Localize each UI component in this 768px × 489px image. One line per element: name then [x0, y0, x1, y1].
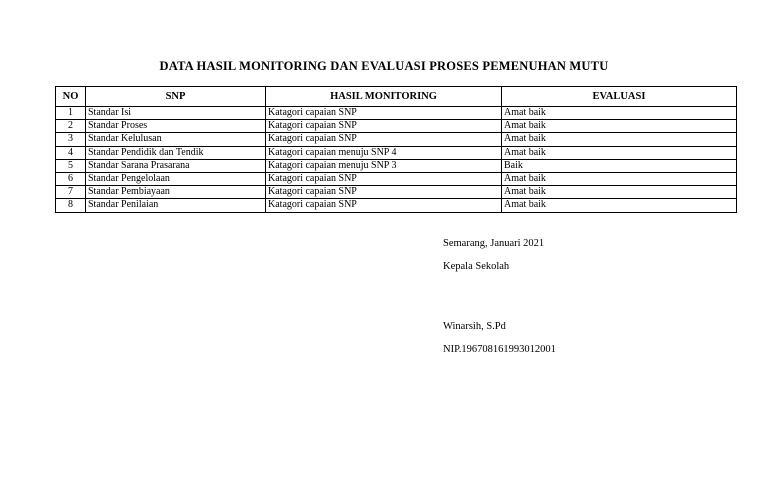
cell-hasil: Katagori capaian SNP — [266, 120, 502, 133]
monitoring-table — [55, 86, 737, 213]
cell-snp: Standar Sarana Prasarana — [86, 159, 266, 172]
signature-nip: NIP.196708161993012001 — [443, 344, 556, 355]
table-row — [56, 146, 737, 159]
cell-no: 3 — [56, 133, 86, 146]
cell-hasil: Katagori capaian SNP — [266, 107, 502, 120]
cell-no: 7 — [56, 186, 86, 199]
table-header-row — [56, 87, 737, 107]
cell-snp: Standar Proses — [86, 120, 266, 133]
cell-evaluasi: Amat baik — [502, 172, 737, 185]
signature-place-date: Semarang, Januari 2021 — [443, 238, 545, 249]
cell-evaluasi: Amat baik — [502, 107, 737, 120]
cell-snp: Standar Pembiayaan — [86, 186, 266, 199]
table-row — [56, 186, 737, 199]
signature-name: Winarsih, S.Pd — [443, 321, 506, 332]
cell-hasil: Katagori capaian menuju SNP 3 — [266, 159, 502, 172]
table-row — [56, 133, 737, 146]
header-hasil-monitoring: HASIL MONITORING — [266, 87, 502, 107]
cell-no: 6 — [56, 172, 86, 185]
cell-hasil: Katagori capaian SNP — [266, 172, 502, 185]
cell-snp: Standar Isi — [86, 107, 266, 120]
cell-no: 8 — [56, 199, 86, 212]
document-title: DATA HASIL MONITORING DAN EVALUASI PROSES PEMENUHAN MUTU — [159, 59, 609, 73]
header-snp: SNP — [86, 87, 266, 107]
cell-snp: Standar Pengelolaan — [86, 172, 266, 185]
cell-evaluasi: Amat baik — [502, 199, 737, 212]
cell-no: 2 — [56, 120, 86, 133]
table-row — [56, 120, 737, 133]
cell-evaluasi: Baik — [502, 159, 737, 172]
cell-hasil: Katagori capaian menuju SNP 4 — [266, 146, 502, 159]
cell-no: 5 — [56, 159, 86, 172]
header-evaluasi: EVALUASI — [502, 87, 737, 107]
cell-no: 4 — [56, 146, 86, 159]
cell-evaluasi: Amat baik — [502, 120, 737, 133]
cell-hasil: Katagori capaian SNP — [266, 186, 502, 199]
cell-evaluasi: Amat baik — [502, 186, 737, 199]
table-row — [56, 172, 737, 185]
table-row — [56, 199, 737, 212]
cell-evaluasi: Amat baik — [502, 146, 737, 159]
header-no: NO — [56, 87, 86, 107]
cell-hasil: Katagori capaian SNP — [266, 133, 502, 146]
cell-snp: Standar Kelulusan — [86, 133, 266, 146]
cell-evaluasi: Amat baik — [502, 133, 737, 146]
signature-role: Kepala Sekolah — [443, 261, 510, 272]
cell-hasil: Katagori capaian SNP — [266, 199, 502, 212]
table-row — [56, 107, 737, 120]
cell-no: 1 — [56, 107, 86, 120]
cell-snp: Standar Penilaian — [86, 199, 266, 212]
table-row — [56, 159, 737, 172]
cell-snp: Standar Pendidik dan Tendik — [86, 146, 266, 159]
